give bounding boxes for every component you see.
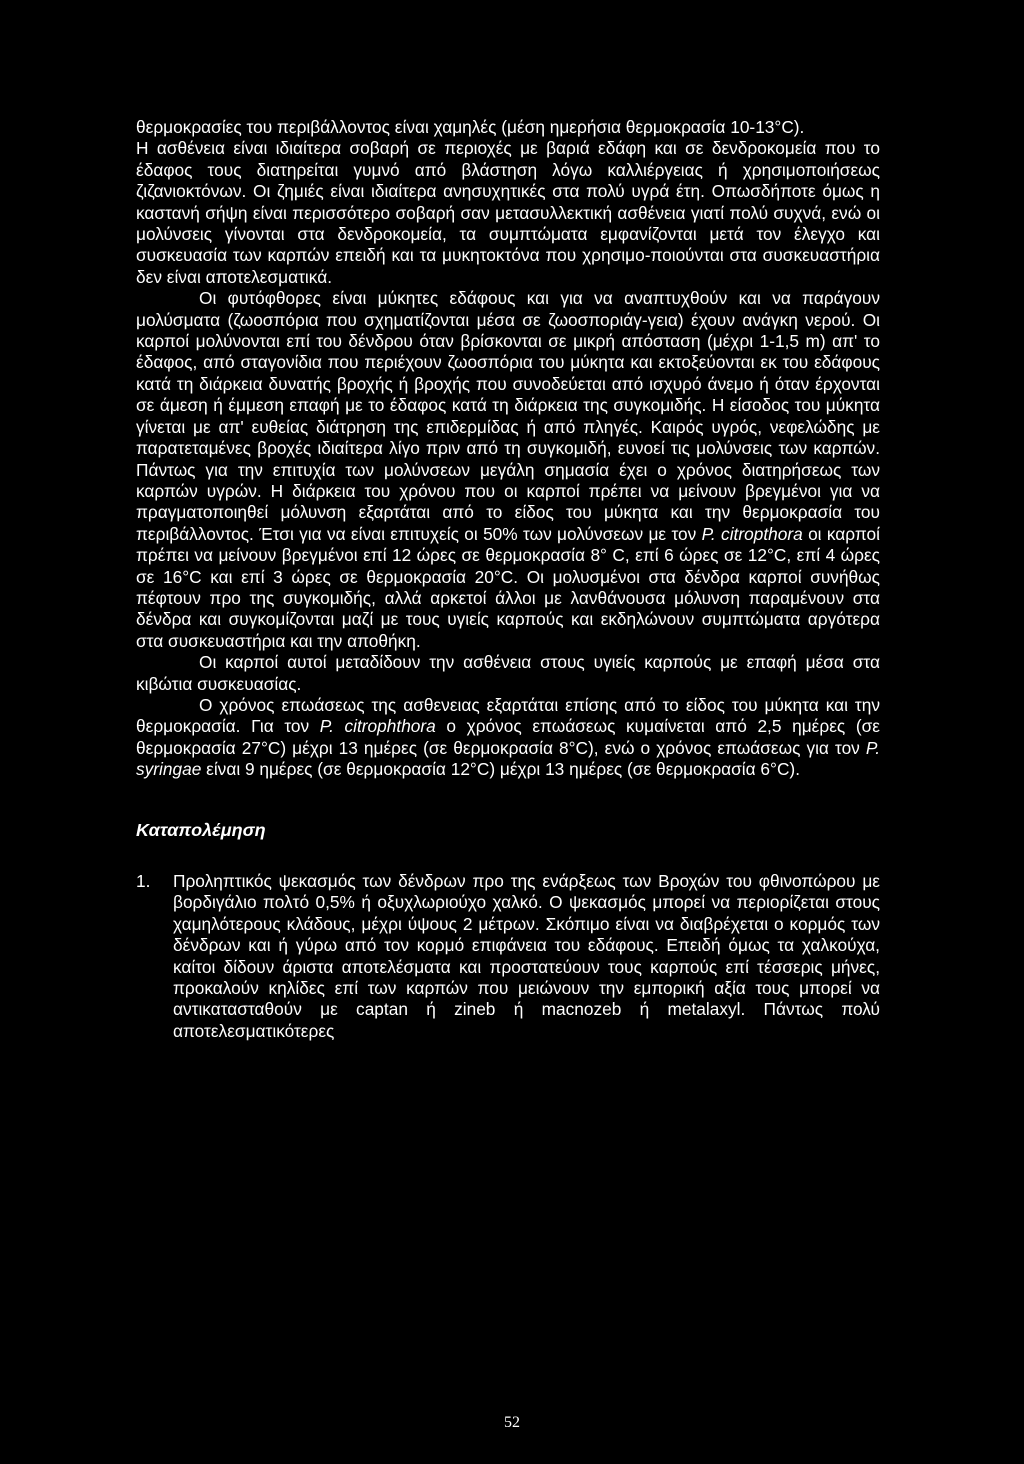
paragraph-infection [136,288,880,652]
paragraph-text: Οι φυτόφθορες είναι μύκητες εδάφους και για να αναπτυχθούν και να παράγουν μολύσματα (ζωοσπόρια που σχηματίζονται μέσα σε ζωοσποριάγ-γεια) έχουν ανάγκη νερού. Οι καρποί μολύνονται επί του δένδρου όταν βρίσκονται σε μικρή απόσταση (μέχρι 1-1,5 m) απ' το έδαφος, από σταγονίδια που περιέχουν ζωοσπόρια του μύκητα και εκτοξεύονται εκ του εδάφους κατά τη διάρκεια δυνατής βροχής ή βροχής που συνοδεύεται από ισχυρό άνεμο ή όταν έρχονται σε άμεση ή έμμεση επαφή με το έδαφος κατά τη διάρκεια της συγκομιδής. Η είσοδος του μύκητα γίνεται με απ' ευθείας διάτρηση της επιδερμίδας ή από πληγές. Καιρός υγρός, νεφελώδης με παρατεταμένες βροχές ιδιαίτερα λίγο πριν από τη συγκομιδή, ευνοεί τις μολύνσεις των καρπών. Πάντως για την επιτυχία των μολύνσεων μεγάλη σημασία έχει ο χρόνος διατηρήσεως των καρπών υγρών. Η διάρκεια του χρόνου που οι καρποί πρέπει να μείνουν βρεγμένοι για να πραγματοποιηθεί μόλυνση εξαρτάται από το είδος του μύκητα και την θερμοκρασία του περιβάλλοντος. Έτσι για να είναι επιτυχείς οι 50% των μολύνσεων με τον [136,288,880,544]
paragraph-text: είναι 9 ημέρες (σε θερμοκρασία 12°C) μέχρι 13 ημέρες (σε θερμοκρασία 6°C). [206,759,800,780]
paragraph-severity: Η ασθένεια είναι ιδιαίτερα σοβαρή σε περιοχές με βαριά εδάφη και σε δενδροκομεία που το έδαφος τους διατηρείται γυμνό από βλάστηση λόγω καλλιέργειας ή χρησιμοποιήσεως ζιζανιοκτόνων. Οι ζημιές είναι ιδιαίτερα ανησυχητικές στα πολύ υγρά έτη. Οπωσδήποτε όμως η καστανή σήψη είναι περισσότερο σοβαρή σαν μετασυλλεκτική ασθένεια γιατί πολύ συχνά, ενώ οι μολύνσεις γίνονται στα δενδροκομεία, τα συμπτώματα εμφανίζονται μετά τον έλεγχο και συσκευασία των καρπών επειδή και τα μυκητοκτόνα που χρησιμο-ποιούνται στα συσκευαστήρια δεν είναι αποτελεσματικά. [136,138,880,287]
paragraph-incubation [136,695,880,781]
list-item [136,871,880,1042]
list-item-number: 1. [136,871,151,891]
species-name: P. citropthora [701,523,803,544]
paragraph-continued: θερμοκρασίες του περιβάλλοντος είναι χαμηλές (μέση ημερήσια θερμοκρασία 10-13°C). [136,117,805,137]
species-name: P. citrophthora [319,716,436,737]
page-content [136,117,880,1042]
paragraph-transmission: Οι καρποί αυτοί μεταδίδουν την ασθένεια στους υγιείς καρπούς με επαφή μέσα στα κιβώτια συσκευασίας. [136,652,880,694]
paragraph-text: Ο χρόνος επωάσεως της ασθενειας εξαρτάται επίσης από το είδος του μύκητα και την θερμοκρασία. Για τον [136,694,880,737]
page-number: 52 [504,1414,520,1431]
paragraph-text: οι καρποί πρέπει να μείνουν βρεγμένοι επί 12 ώρες σε θερμοκρασία 8° C, επί 6 ώρες σε 12°C, επί 4 ώρες σε 16°C και επί 3 ώρες σε θερμοκρασία 20°C. Οι μολυσμένοι στα δένδρα καρποί συνήθως πέφτουν προ της συγκομιδής, αλλά αρκετοί άλλοι με λανθάνουσα μόλυνση παραμένουν στα δένδρα και συγκομίζονται μαζί με τους υγιείς καρπούς και εκδηλώνουν συμπτώματα αργότερα στα συσκευαστήρια και την αποθήκη. [136,523,880,651]
section-heading: Καταπολέμηση [136,819,266,840]
list-item-text: Προληπτικός ψεκασμός των δένδρων προ της ενάρξεως των Βροχών του φθινοπώρου με βορδιγάλιο πολτό 0,5% ή οξυχλωριούχο χαλκό. Ο ψεκασμός μπορεί να περιορίζεται στους χαμηλότερους κλάδους, μέχρι ύψους 2 μέτρων. Σκόπιμο είναι να διαβρέχεται ο κορμός των δένδρων και ή γύρω από τον κορμό επιφάνεια του εδάφους. Επειδή όμως τα χαλκούχα, καίτοι δίδουν άριστα αποτελέσματα και προστατεύουν τους καρπούς επί τέσσερις μήνες, προκαλούν κηλίδες επί των καρπών που μειώνουν την εμπορική αξία τους μπορεί να αντικατασταθούν με captan ή zineb ή macnozeb ή metalaxyl. Πάντως πολύ αποτελεσματικότερες [173,871,880,1041]
paragraph-text: ο χρόνος επωάσεως κυμαίνεται από 2,5 ημέρες (σε θερμοκρασία 27°C) μέχρι 13 ημέρες (σε θερμοκρασία 8°C), ενώ ο χρόνος επωάσεως για τον [136,716,880,758]
species-name: P. syringae [136,737,880,780]
